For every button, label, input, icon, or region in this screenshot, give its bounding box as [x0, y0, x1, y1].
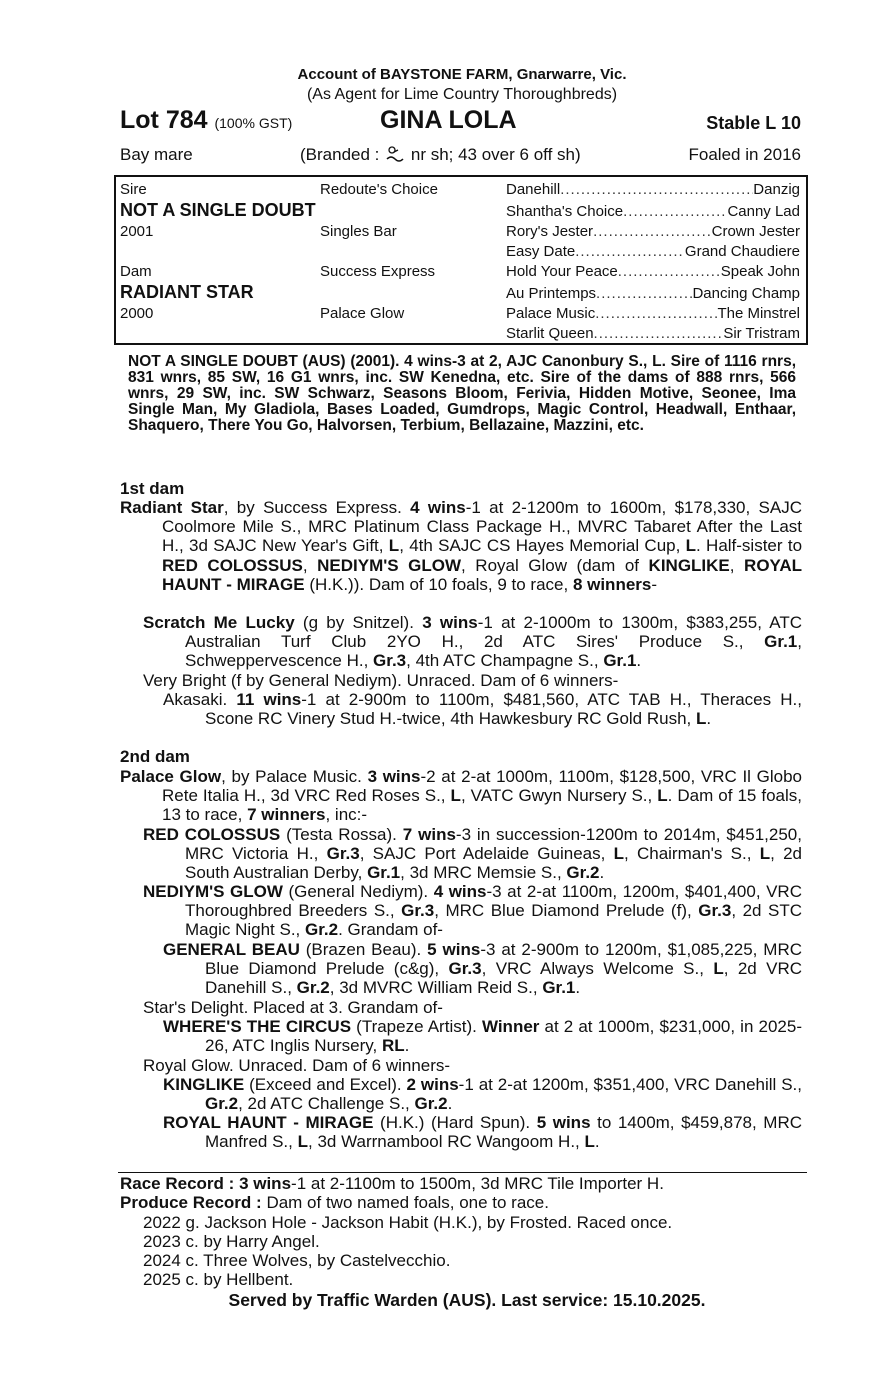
horse-name: GINA LOLA — [380, 106, 517, 134]
pedigree-gen3-row: Au Printemps ..... Dancing Champ — [506, 285, 800, 302]
sire-name: NOT A SINGLE DOUBT — [120, 200, 316, 220]
produce-foal-item: 2022 g. Jackson Hole - Jackson Habit (H.K.), by Frosted. Raced once. — [143, 1213, 673, 1232]
lot-number: Lot 784 (100% GST) — [120, 106, 293, 134]
pedigree-gen2-sire-dam: Singles Bar — [320, 223, 397, 240]
first-dam-entry: Radiant Star, by Success Express. 4 wins-1 at 2-1200m to 1600m, $178,330, SAJC Coolmore Mile S., MRC Platinum Class Package H., MVRC Tabaret After the Last H., 3d SAJC New Year's Gift, L, 4th SAJC CS Hayes Memorial Cup, L. Half-sister to RED COLOSSUS, NEDIYM'S GLOW, Royal Glow (dam of KINGLIKE, ROYAL HAUNT - MIRAGE (H.K.)). Dam of 10 foals, 9 to race, 8 winners- — [120, 498, 803, 594]
brand-description: (Branded : nr sh; 43 over 6 off sh) — [300, 145, 581, 169]
sire-label: Sire — [120, 181, 147, 198]
pedigree-gen2-dam-sire: Success Express — [320, 263, 436, 280]
vendor-agent: (As Agent for Lime Country Thoroughbreds) — [306, 86, 618, 103]
produce-foal-item: 2024 c. Three Wolves, by Castelvecchio. — [143, 1251, 451, 1270]
pedigree-gen3-row: Starlit Queen ..... Sir Tristram — [506, 325, 800, 342]
sire-year: 2001 — [120, 223, 154, 240]
service-record: Served by Traffic Warden (AUS). Last service: 15.10.2025. — [228, 1290, 706, 1310]
pedigree-gen3-row: Danehill ..... Danzig — [506, 181, 800, 198]
pedigree-gen2-dam-dam: Palace Glow — [320, 305, 405, 322]
vendor-account: Account of BAYSTONE FARM, Gnarwarre, Vic. — [297, 66, 627, 83]
pedigree-gen3-row: Hold Your Peace ..... Speak John — [506, 263, 800, 280]
dam-label: Dam — [120, 263, 152, 280]
second-dam-heading: 2nd dam — [120, 747, 190, 766]
pedigree-gen3-row: Palace Music ..... The Minstrel — [506, 305, 800, 322]
pedigree-gen2-sire-sire: Redoute's Choice — [320, 181, 438, 198]
sire-summary: NOT A SINGLE DOUBT (AUS) (2001). 4 wins-3 at 2, AJC Canonbury S., L. Sire of 1116 rnrs, 831 wnrs, 85 SW, 16 G1 wnrs, inc. SW Kenedna, etc. Sire of the dams of 888 rnrs, 566 wnrs, 29 SW, inc. SW Schwarz, Seasons Bloom, Ferivia, Hidden Motive, Seonee, Ima Single Man, My Gladiola, Bases Loaded, Gumdrops, Magic Control, Headwall, Enthaar, Shaquero, There You Go, Halvorsen, Terbium, Bellazaine, Mazzini, etc. — [128, 353, 796, 434]
grand-progeny-entry: Akasaki. 11 wins-1 at 2-900m to 1100m, $481,560, ATC TAB H., Theraces H., Scone RC Vinery Stud H.-twice, 4th Hawkesbury RC Gold Rush, L. — [163, 690, 802, 729]
progeny-entry: Very Bright (f by General Nediym). Unraced. Dam of 6 winners- — [143, 671, 619, 690]
foaling-year: Foaled in 2016 — [688, 145, 801, 164]
progeny-entry: Royal Glow. Unraced. Dam of 6 winners- — [143, 1056, 451, 1075]
progeny-entry: RED COLOSSUS (Testa Rossa). 7 wins-3 in succession-1200m to 2014m, $451,250, MRC Victoria H., Gr.3, SAJC Port Adelaide Guineas, L, Chairman's S., L, 2d South Australian Derby, Gr.1, 3d MRC Memsie S., Gr.2. — [143, 825, 802, 883]
pedigree-gen3-row: Shantha's Choice ..... Canny Lad — [506, 203, 800, 220]
grand-progeny-entry: ROYAL HAUNT - MIRAGE (H.K.) (Hard Spun). 5 wins to 1400m, $459,878, MRC Manfred S., L, 3d Warrnambool RC Wangoom H., L. — [163, 1113, 803, 1152]
grand-progeny-entry: WHERE'S THE CIRCUS (Trapeze Artist). Winner at 2 at 1000m, $231,000, in 2025-26, ATC Inglis Nursery, RL. — [163, 1017, 802, 1056]
grand-progeny-entry: GENERAL BEAU (Brazen Beau). 5 wins-3 at 2-900m to 1200m, $1,085,225, MRC Blue Diamond Prelude (c&g), Gr.3, VRC Always Welcome S., L, 2d VRC Danehill S., Gr.2, 3d MVRC William Reid S., Gr.1. — [163, 940, 803, 998]
brand-mark-icon — [384, 145, 406, 169]
gst-note: (100% GST) — [214, 115, 293, 131]
progeny-entry: Scratch Me Lucky (g by Snitzel). 3 wins-1 at 2-1000m to 1300m, $383,255, ATC Australian Turf Club 2YO H., 2d ATC Sires' Produce S., Gr.1, Schweppervescence H., Gr.3, 4th ATC Champagne S., Gr.1. — [143, 613, 803, 671]
pedigree-gen3-row: Rory's Jester ..... Crown Jester — [506, 223, 800, 240]
race-record: Race Record : 3 wins-1 at 2-1100m to 1500m, 3d MRC Tile Importer H. — [120, 1174, 664, 1193]
second-dam-entry: Palace Glow, by Palace Music. 3 wins-2 at 2-at 1000m, 1100m, $128,500, VRC Il Globo Rete Italia H., 3d VRC Red Roses S., L, VATC Gwyn Nursery S., L. Dam of 15 foals, 13 to race, 7 winners, inc:- — [120, 767, 802, 825]
dam-name: RADIANT STAR — [120, 282, 254, 302]
pedigree-gen3-row: Easy Date ..... Grand Chaudiere — [506, 243, 800, 260]
progeny-entry: NEDIYM'S GLOW (General Nediym). 4 wins-3 at 2-at 1100m, 1200m, $401,400, VRC Thoroughbred Breeders S., Gr.3, MRC Blue Diamond Prelude (f), Gr.3, 2d STC Magic Night S., Gr.2. Grandam of- — [143, 882, 803, 940]
produce-record: Produce Record : Dam of two named foals, one to race. — [120, 1193, 549, 1212]
section-divider — [118, 1172, 807, 1173]
progeny-entry: Star's Delight. Placed at 3. Grandam of- — [143, 998, 443, 1017]
horse-colour-sex: Bay mare — [120, 145, 193, 164]
grand-progeny-entry: KINGLIKE (Exceed and Excel). 2 wins-1 at 2-at 1200m, $351,400, VRC Danehill S., Gr.2, 2d ATC Challenge S., Gr.2. — [163, 1075, 802, 1114]
produce-foal-item: 2023 c. by Harry Angel. — [143, 1232, 320, 1251]
first-dam-heading: 1st dam — [120, 479, 185, 498]
dam-year: 2000 — [120, 305, 154, 322]
stable-number: Stable L 10 — [706, 113, 801, 133]
produce-foal-item: 2025 c. by Hellbent. — [143, 1270, 294, 1289]
